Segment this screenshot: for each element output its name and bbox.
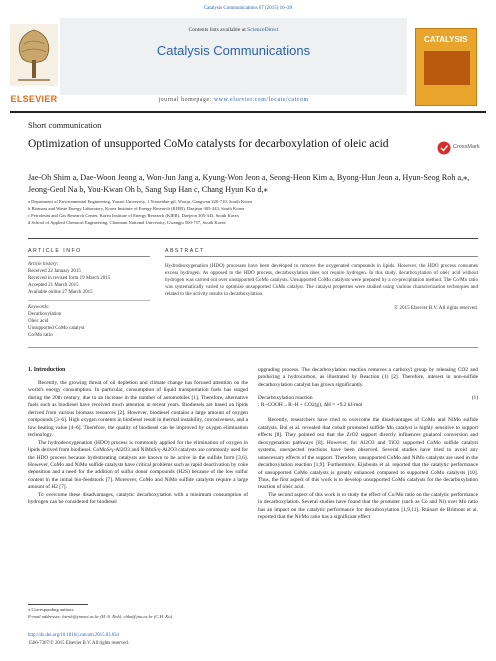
keyword-item: Oleic acid bbox=[28, 319, 49, 324]
journal-cover-thumbnail[interactable] bbox=[415, 28, 477, 106]
affiliation-b: b Biomass and Waste Energy Laboratory, Korea Institute of Energy Research (KIER), Daejeon 305-343, South Korea bbox=[28, 206, 245, 211]
article-info-rule bbox=[28, 256, 150, 257]
abstract-rule bbox=[165, 256, 478, 257]
paragraph: Recently, the growing threat of oil depletion and climate change has focused attention on the world's energy consumption. In particular, consumption of liquid transportation fuels has surged during the 20th century, due to an increase in the number of automobiles [1]. Therefore, alternative fuels such as biodiesel have received much attention in recent years. Biodiesels are based on lipids derived from various biomass resources [2]. However, biodiesel contains a large amount of oxygen compounds [3–6]. High oxygen contents in biodiesel result in thermal instability, corrosiveness, and a low heating value [4–6]. Therefore, the quality of biodiesel can be improved by oxygen elimination technology. bbox=[28, 380, 248, 439]
crossmark-label: CrossMark bbox=[453, 144, 480, 150]
homepage-prefix: journal homepage: bbox=[158, 97, 214, 103]
abstract-text: Hydrodeoxygenation (HDO) processes have been developed to remove the oxygenated compounds in lipids. However, the HDO process consumes excess hydrogen. As opposed to the HDO process, decarboxylation does not require hydrogen. In this study, decarboxylation of oleic acid without hydrogen was carried out over unsupported CoMo catalysts. Unsupported CoMo catalysts were prepared by a co-precipitation method. The Co/Mo ratio was systematically varied to optimize unsupported CoMo catalyst. The catalyst properties were studied using various characterization techniques and related to the activity results in decarboxylation. bbox=[165, 263, 478, 297]
equation-block bbox=[258, 395, 478, 411]
revised-date: Received in revised form 19 March 2015 bbox=[28, 276, 111, 281]
author-emails[interactable]: E-mail addresses: hsroh@yonsei.ac.kr (H.-S. Roh), chko@jnu.ac.kr (C.H. Ko). bbox=[28, 614, 174, 619]
footnote-rule bbox=[28, 604, 88, 605]
cover-graphic bbox=[424, 51, 470, 85]
section-type: Short communication bbox=[28, 120, 102, 130]
keyword-item: Co/Mo ratio bbox=[28, 333, 53, 338]
author-list: Jae-Oh Shim a, Dae-Woon Jeong a, Won-Jun Jang a, Kyung-Won Jeon a, Seong-Heon Kim a, Byong-Hun Jeon a, Hyun-Seog Roh a,⁎, Jeong-Geol Na b, You-Kwan Oh b, Sang Sup Han c, Chang Hyun Ko d,⁎ bbox=[28, 173, 470, 194]
keyword-item: Decarboxylation bbox=[28, 312, 62, 317]
article-info-heading: ARTICLE INFO bbox=[28, 248, 82, 254]
journal-homepage bbox=[60, 97, 407, 103]
history-label: Article history: bbox=[28, 262, 59, 267]
body-divider bbox=[28, 347, 478, 348]
online-date: Available online 27 March 2015 bbox=[28, 290, 93, 295]
journal-reference[interactable]: Catalysis Communications 67 (2015) 16–20 bbox=[203, 6, 293, 11]
keyword-item: Unsupported CoMo catalyst bbox=[28, 326, 85, 331]
contents-prefix: Contents lists available at bbox=[188, 27, 248, 33]
journal-title[interactable]: Catalysis Communications bbox=[156, 43, 311, 58]
right-column bbox=[258, 367, 478, 522]
header-rule bbox=[10, 111, 486, 113]
publisher-logo-text: ELSEVIER bbox=[10, 94, 58, 104]
abstract-copyright: © 2015 Elsevier B.V. All rights reserved. bbox=[394, 305, 478, 311]
crossmark-icon bbox=[437, 141, 451, 155]
affiliation-d: d School of Applied Chemical Engineering, Chonnam National University, Gwangju 500-757, South Korea bbox=[28, 220, 226, 225]
left-column bbox=[28, 380, 248, 507]
crossmark-badge[interactable] bbox=[437, 141, 480, 155]
section-heading: 1. Introduction bbox=[28, 367, 66, 373]
corresponding-author-note: ⁎ Corresponding authors. bbox=[28, 607, 75, 612]
keywords-rule bbox=[28, 300, 150, 301]
cover-title: CATALYSIS bbox=[424, 35, 468, 44]
paragraph: The second aspect of this work is to study the effect of Co/Mo ratio on the catalytic performance in decarboxylation. Several studies have found that the promoter (such as Co and Ni) over Mo ratio has an impact on the catalytic performance for decarboxylation [1,9,11]. Ruinart de Brimont et al. reported that the Ni/Mo ratio has a significant effect bbox=[258, 491, 478, 521]
equation-label: Decarboxylation reaction bbox=[258, 395, 313, 402]
paragraph: upgrading process. The decarboxylation reaction removes a carboxyl group by releasing CO2 and producing a hydrocarbon, as illustrated by Reaction (1) [2]. Therefore, interest in non-sulfide decarboxylation catalyst has grown significantly. bbox=[258, 367, 478, 388]
sciencedirect-link[interactable]: ScienceDirect bbox=[247, 27, 279, 33]
keywords-label: Keywords: bbox=[28, 305, 50, 310]
paragraph: Recently, researchers have tried to overcome the disadvantages of CoMo and NiMo sulfide catalysts. Bui et al. revealed that cobalt promoted sulfide Mo catalyst is highly sensitive to support effects [8]. They pointed out that the ZrO2 support directly influences guaiacol conversion and deoxygenation pathways [8]. However, for Al2O3 and TiO2 supported CoMo sulfide catalyst systems, unexpected reactions have been observed. Several studies have tried to avoid any unnecessary effects of the support. Therefore, unsupported CoMo and NiMo catalysts are used in the decarboxylation reaction [1,9]. Furthermore, Eijsbouts et al. reported that the catalytic performance of unsupported CoMo catalysts is greatly enhanced compared to supported CoMo catalysts [10]. Thus, the first aspect of this work is to develop unsupported CoMo catalysts for the decarboxylation reaction of oleic acid. bbox=[258, 417, 478, 491]
homepage-link[interactable]: www.elsevier.com/locate/catcom bbox=[214, 97, 309, 103]
received-date: Received 22 January 2015 bbox=[28, 269, 81, 274]
elsevier-tree-logo bbox=[10, 24, 58, 86]
paper-title: Optimization of unsupported CoMo catalysts for decarboxylation of oleic acid bbox=[28, 138, 389, 150]
contents-line bbox=[60, 27, 407, 33]
affiliation-a: a Department of Environmental Engineering, Yonsei University, 1 Yonseidae-gil, Wonju, Gangwon 220-710, South Korea bbox=[28, 199, 253, 204]
equation-number: (1) bbox=[471, 395, 478, 402]
divider bbox=[28, 238, 478, 239]
equation: : R−COOH→R−H + CO2(g), ΔH = +9.2 kJ/mol bbox=[258, 402, 363, 409]
doi-link[interactable]: http://dx.doi.org/10.1016/j.catcom.2015.03.034 bbox=[28, 633, 119, 638]
affiliation-c: c Petroleum and Gas Research Center, Korea Institute of Energy Research (KIER), Daejeon 305-343, South Korea bbox=[28, 213, 239, 218]
paragraph: To overcome these disadvantages, catalytic decarboxylation with a minimum consumption of hydrogen can be considered for biodiesel bbox=[28, 491, 248, 506]
abstract-heading: ABSTRACT bbox=[165, 248, 205, 254]
paragraph: The hydrodeoxygenation (HDO) process is commonly applied for the elimination of oxygen in lipids derived from biodiesel. CoMoS/γ-Al2O3 and NiMoS/γ-Al2O3 catalysts are commonly used for the HDO process because hydrotreating catalysts are known to be active in the sulfide form [3,6]. However, CoMo and NiMo sulfide catalysts have critical problems such as rapid deactivation by coke deposition and a need for the addition of sulfur donor compounds (H2S) because of the low sulfur content in the initial bio-feedstock [7]. Moreover, CoMo and NiMo sulfide catalysts require a large amount of H2 [7]. bbox=[28, 439, 248, 491]
accepted-date: Accepted 21 March 2015 bbox=[28, 283, 79, 288]
issn-line: 1566-7367/© 2015 Elsevier B.V. All rights reserved. bbox=[28, 641, 129, 646]
